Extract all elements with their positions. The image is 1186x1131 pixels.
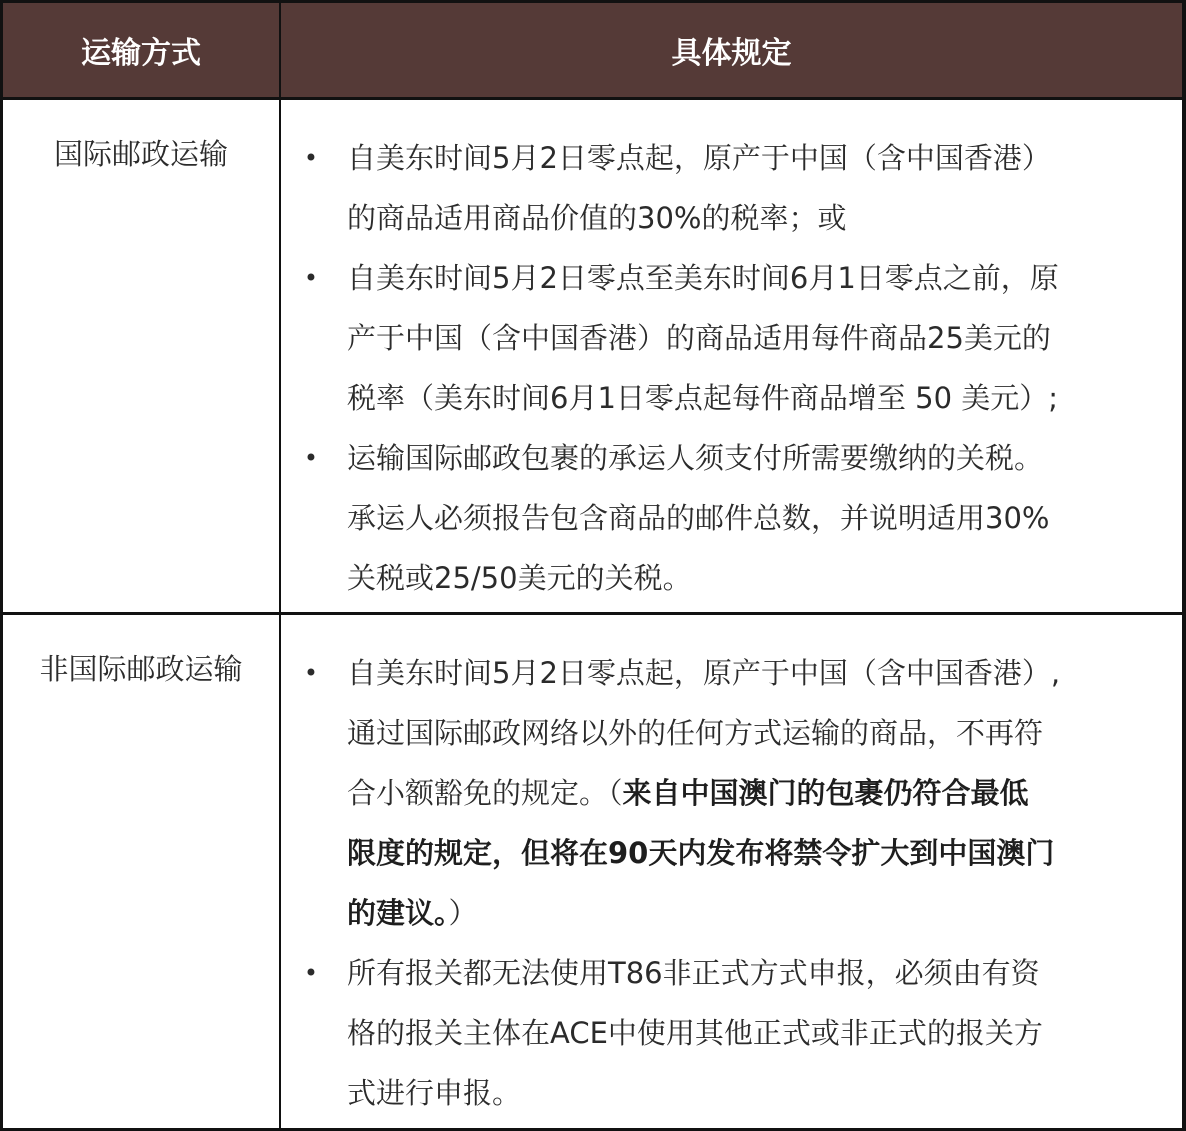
rule-text-line: 自美东时间5月2日零点起，原产于中国（含中国香港）,	[347, 656, 1061, 690]
header-transport-method: 运输方式	[3, 3, 281, 97]
rule-text-line: 自美东时间5月2日零点起，原产于中国（含中国香港）	[347, 141, 1051, 175]
rule-text-line	[347, 883, 1172, 943]
bullet-icon: •	[303, 444, 319, 472]
rule-text-normal: ）	[448, 896, 478, 930]
rules-cell	[281, 615, 1182, 1128]
rules-cell	[281, 100, 1182, 612]
rule-item	[281, 943, 1182, 1123]
macau-note-bold: 的建议。	[347, 896, 449, 930]
rules-list	[281, 100, 1182, 608]
rule-item	[281, 128, 1182, 248]
transport-method-cell	[3, 615, 281, 1128]
bullet-icon: •	[303, 959, 319, 987]
bullet-icon: •	[303, 659, 319, 687]
rule-text-line: 自美东时间5月2日零点至美东时间6月1日零点之前，原	[347, 261, 1059, 295]
transport-method-label: 国际邮政运输	[53, 137, 228, 171]
macau-note-bold: 来自中国澳门的包裹仍符合最低	[622, 776, 1029, 810]
rule-text-line: 格的报关主体在ACE中使用其他正式或非正式的报关方	[347, 1016, 1043, 1050]
table-row-international-postal	[3, 100, 1182, 615]
bullet-icon: •	[303, 144, 319, 172]
rule-item	[281, 248, 1182, 428]
bullet-icon: •	[303, 264, 319, 292]
transport-method-label: 非国际邮政运输	[39, 652, 243, 686]
rule-text-line: 的商品适用商品价值的30%的税率；或	[347, 201, 847, 235]
transport-method-cell	[3, 100, 281, 612]
rule-item	[281, 428, 1182, 608]
rule-text-line: 税率（美东时间6月1日零点起每件商品增至 50 美元）;	[347, 381, 1059, 415]
rule-text-line: 所有报关都无法使用T86非正式方式申报，必须由有资	[347, 956, 1040, 990]
table-row-non-international-postal	[3, 615, 1182, 1128]
rule-text-line: 式进行申报。	[347, 1076, 522, 1110]
rule-text-line: 关税或25/50美元的关税。	[347, 561, 692, 595]
rule-text-line: 运输国际邮政包裹的承运人须支付所需要缴纳的关税。	[347, 441, 1044, 475]
rule-item	[281, 643, 1182, 943]
rule-text-line: 承运人必须报告包含商品的邮件总数，并说明适用30%	[347, 501, 1050, 535]
rule-text-line	[347, 763, 1172, 823]
rules-list	[281, 615, 1182, 1123]
table-header	[3, 3, 1182, 100]
macau-note-bold: 限度的规定，但将在90天内发布将禁令扩大到中国澳门	[347, 836, 1055, 870]
rule-text-normal: 合小额豁免的规定。（	[347, 776, 623, 810]
header-specific-rules: 具体规定	[671, 36, 792, 71]
rule-text-line: 产于中国（含中国香港）的商品适用每件商品25美元的	[347, 321, 1051, 355]
rule-text-line: 通过国际邮政网络以外的任何方式运输的商品，不再符	[347, 716, 1044, 750]
